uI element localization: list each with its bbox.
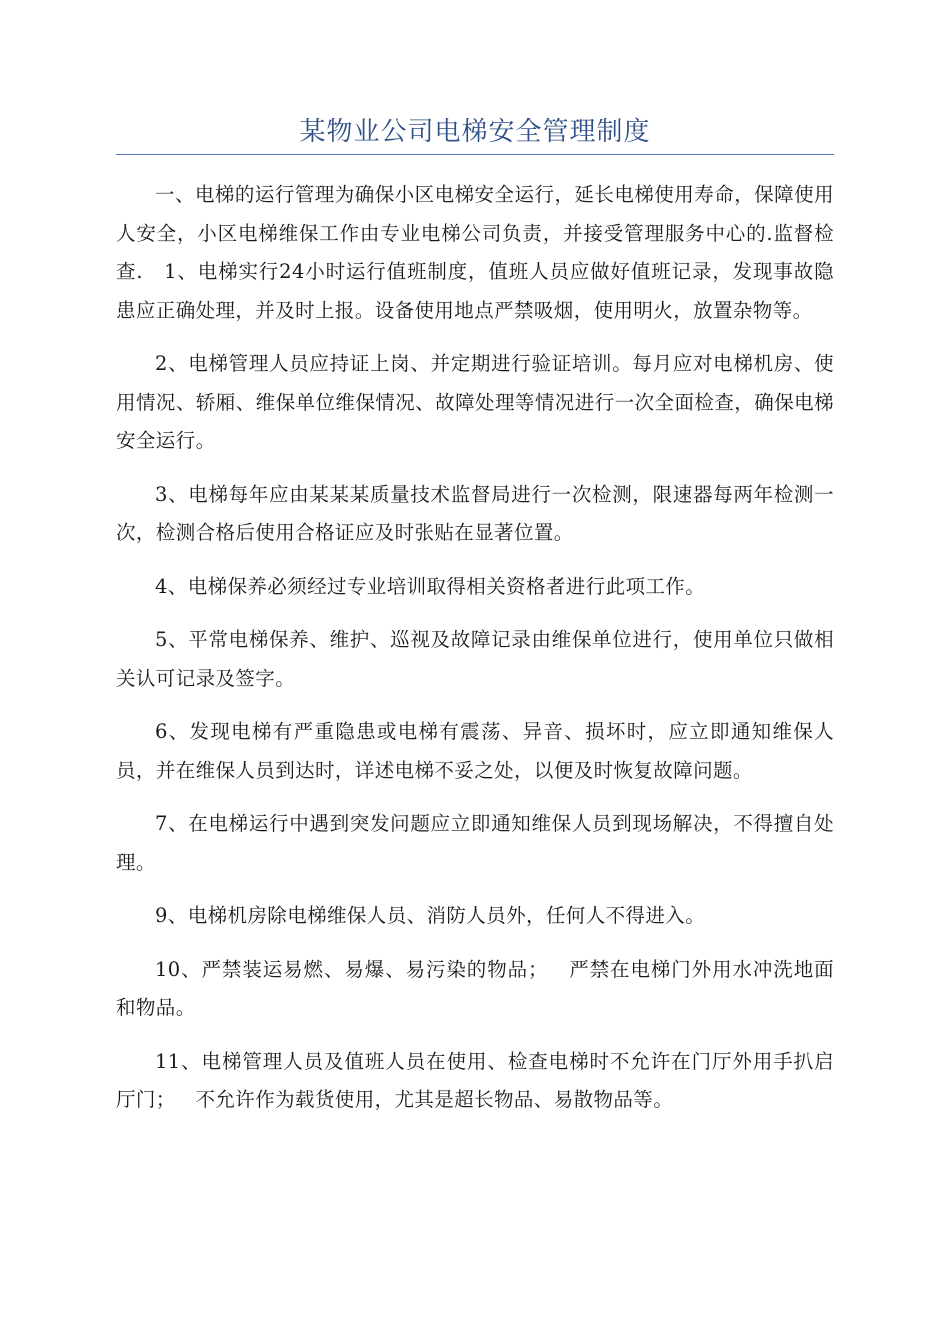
paragraph-7: 7、在电梯运行中遇到突发问题应立即通知维保人员到现场解决，不得擅自处理。 <box>116 812 834 874</box>
paragraph-1: 一、电梯的运行管理为确保小区电梯安全运行，延长电梯使用寿命，保障使用人安全，小区电梯维保工作由专业电梯公司负责，并接受管理服务中心的.监督检查. 1、电梯实行24小时运行值班制度，值班人员应做好值班记录，发现事故隐患应正确处理，并及时上报。设备使用地点严禁吸烟，使用明火，放置杂物等。 <box>116 183 834 322</box>
paragraph-4: 4、电梯保养必须经过专业培训取得相关资格者进行此项工作。 <box>155 574 706 598</box>
paragraph-2: 2、电梯管理人员应持证上岗、并定期进行验证培训。每月应对电梯机房、使用情况、轿厢、维保单位维保情况、故障处理等情况进行一次全面检查，确保电梯安全运行。 <box>116 352 834 452</box>
document-body <box>116 176 834 1135</box>
paragraph-9: 9、电梯机房除电梯维保人员、消防人员外，任何人不得进入。 <box>155 904 706 927</box>
paragraph-3: 3、电梯每年应由某某某质量技术监督局进行一次检测，限速器每两年检测一次，检测合格后使用合格证应及时张贴在显著位置。 <box>116 482 834 544</box>
paragraph-5: 5、平常电梯保养、维护、巡视及故障记录由维保单位进行，使用单位只做相关认可记录及签字。 <box>116 628 834 690</box>
title-underline <box>116 154 834 155</box>
paragraph-6: 6、发现电梯有严重隐患或电梯有震荡、异音、损坏时，应立即通知维保人员，并在维保人员到达时，详述电梯不妥之处，以便及时恢复故障问题。 <box>116 720 834 782</box>
paragraph-10: 10、严禁装运易燃、易爆、易污染的物品； 严禁在电梯门外用水冲洗地面和物品。 <box>116 957 834 1019</box>
paragraph-11: 11、电梯管理人员及值班人员在使用、检查电梯时不允许在门厅外用手扒启厅门； 不允许作为载货使用，尤其是超长物品、易散物品等。 <box>116 1049 834 1111</box>
document-title: 某物业公司电梯安全管理制度 <box>299 117 651 147</box>
